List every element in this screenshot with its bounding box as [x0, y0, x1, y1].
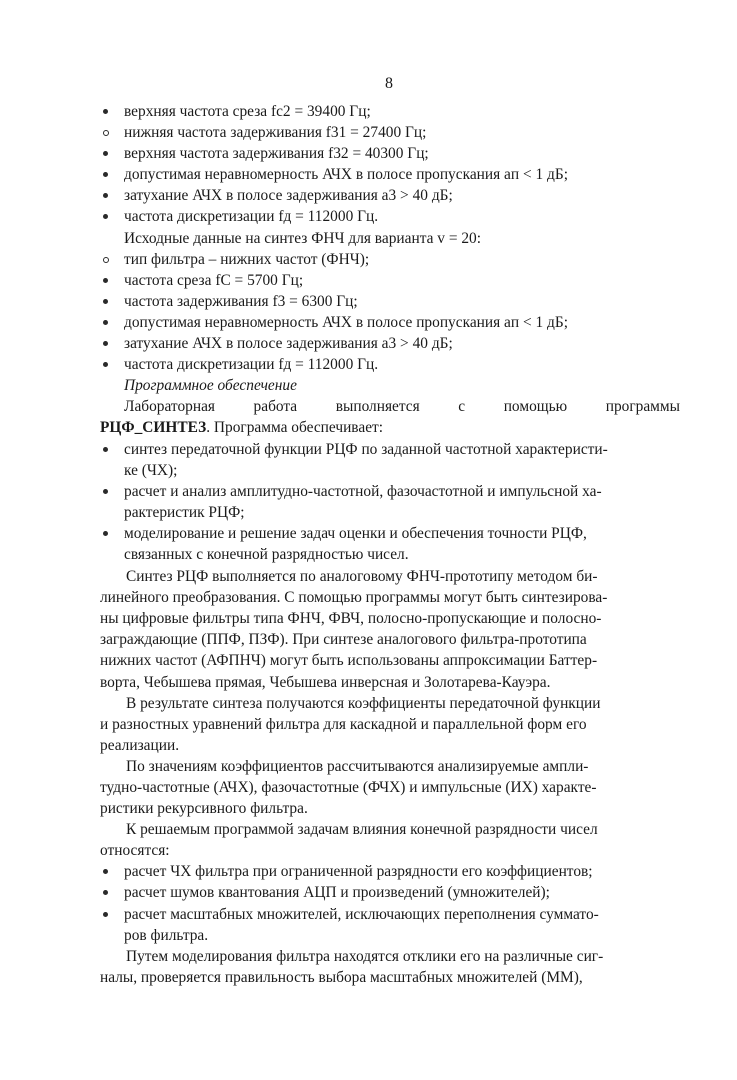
paragraph-line: и разностных уравнений фильтра для каскадной и параллельной форм его	[100, 715, 587, 733]
paragraph-line: нижних частот (АФПНЧ) могут быть использованы аппроксимации Баттер-	[100, 652, 598, 670]
list-item-continuation: связанных с конечной разрядностью чисел.	[124, 545, 409, 563]
tasks-list	[100, 861, 680, 945]
list-item-continuation: ров фильтра.	[124, 926, 209, 944]
paragraph-line: ристики рекурсивного фильтра.	[100, 800, 308, 818]
tasks-paragraph	[100, 819, 680, 861]
bandpass-spec-list	[100, 101, 680, 228]
paragraph-line: По значениям коэффициентов рассчитываются анализируемые ампли-	[126, 757, 589, 775]
list-item-continuation: рактеристик РЦФ;	[124, 503, 245, 521]
list-item: затухание АЧХ в полосе задерживания a3 > 40 дБ;	[100, 185, 680, 206]
paragraph-line: Синтез РЦФ выполняется по аналоговому ФНЧ-прототипу методом би-	[126, 568, 598, 586]
paragraph-line: заграждающие (ППФ, ПЗФ). При синтезе аналогового фильтра-прототипа	[100, 631, 587, 649]
lab-intro-paragraph	[100, 396, 680, 438]
lab-intro-line	[100, 396, 680, 417]
list-item: допустимая неравномерность АЧХ в полосе пропускания aп < 1 дБ;	[100, 312, 680, 333]
analysis-paragraph	[100, 756, 680, 819]
page-number: 8	[385, 75, 393, 92]
list-item: частота среза fC = 5700 Гц;	[100, 270, 680, 291]
paragraph-line: реализации.	[100, 736, 180, 754]
features-list	[100, 439, 680, 566]
paragraph-line: относятся:	[100, 842, 170, 860]
section-heading: Программное обеспечение	[124, 377, 297, 395]
list-item: нижняя частота задерживания f31 = 27400 Гц;	[100, 122, 680, 143]
word: Лабораторная	[124, 398, 215, 416]
list-item: моделирование и решение задач оценки и обеспечения точности РЦФ,	[100, 523, 680, 544]
list-item: верхняя частота задерживания f32 = 40300 Гц;	[100, 143, 680, 164]
list-item: верхняя частота среза fc2 = 39400 Гц;	[100, 101, 680, 122]
list-item-continuation: ке (ЧХ);	[124, 461, 178, 479]
list-item: затухание АЧХ в полосе задерживания a3 > 40 дБ;	[100, 333, 680, 354]
list-item: расчет шумов квантования АЦП и произведений (умножителей);	[100, 882, 680, 903]
list-item: расчет ЧХ фильтра при ограниченной разрядности его коэффициентов;	[100, 861, 680, 882]
word: с	[458, 398, 466, 416]
modeling-paragraph	[100, 946, 680, 988]
paragraph-line: линейного преобразования. С помощью программы могут быть синтезирова-	[100, 589, 608, 607]
paragraph-line: тудно-частотные (АЧХ), фазочастотные (ФЧХ) и импульсные (ИХ) характе-	[100, 779, 597, 796]
lowpass-spec-list	[100, 249, 680, 376]
fnch-intro: Исходные данные на синтез ФНЧ для варианта v = 20:	[124, 229, 482, 247]
result-paragraph	[100, 693, 680, 756]
lab-intro-rest: . Программа обеспечивает:	[206, 419, 384, 437]
word: выполняется	[335, 398, 420, 416]
list-item: тип фильтра – нижних частот (ФНЧ);	[100, 249, 680, 270]
paragraph-line: К решаемым программой задачам влияния конечной разрядности чисел	[126, 821, 598, 839]
paragraph-line: ны цифровые фильтры типа ФНЧ, ФВЧ, полосно-пропускающие и полосно-	[100, 610, 602, 628]
list-item: частота дискретизации fд = 112000 Гц.	[100, 206, 680, 227]
list-item: синтез передаточной функции РЦФ по заданной частотной характеристи-	[100, 439, 680, 460]
list-item: расчет масштабных множителей, исключающих переполнения суммато-	[100, 904, 680, 925]
word: помощью	[503, 398, 568, 416]
list-item: расчет и анализ амплитудно-частотной, фазочастотной и импульсной ха-	[100, 481, 680, 502]
list-item: частота задерживания f3 = 6300 Гц;	[100, 291, 680, 312]
list-item: допустимая неравномерность АЧХ в полосе пропускания aп < 1 дБ;	[100, 164, 680, 185]
word: программы	[605, 398, 680, 416]
lab-intro-line	[100, 417, 680, 438]
page-content	[100, 101, 680, 988]
paragraph-line: ворта, Чебышева прямая, Чебышева инверсная и Золотарева-Кауэра.	[100, 673, 551, 691]
paragraph-line: налы, проверяется правильность выбора масштабных множителей (ММ),	[100, 968, 583, 986]
synthesis-paragraph	[100, 566, 680, 693]
list-item: частота дискретизации fд = 112000 Гц.	[100, 354, 680, 375]
paragraph-line: Путем моделирования фильтра находятся отклики его на различные сиг-	[126, 947, 604, 965]
paragraph-line: В результате синтеза получаются коэффициенты передаточной функции	[126, 694, 601, 712]
program-name: РЦФ_СИНТЕЗ	[100, 419, 207, 437]
word: работа	[253, 398, 298, 416]
